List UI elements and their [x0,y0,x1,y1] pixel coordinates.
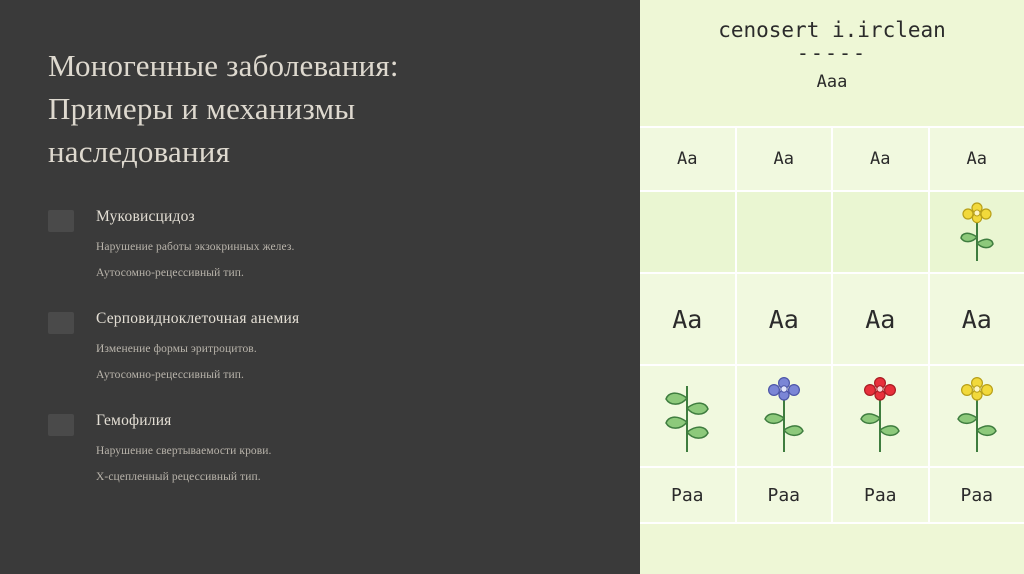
genotype-label: Aa [677,149,698,169]
grid-cell [640,468,737,522]
list-item-detail: Аутосомно-рецессивный тип. [96,369,244,381]
list-item-heading: Муковисцидоз [96,208,195,225]
grid-cell [640,192,737,272]
page-title [48,44,518,173]
list-item-detail: X-сцепленный рецессивный тип. [96,471,261,483]
grid-cell [930,274,1024,364]
flower-icon [950,374,1004,458]
grid-cell [640,128,737,190]
genotype-label: Aa [966,149,987,169]
disease-list [48,207,600,485]
grid-cell [833,192,930,272]
figure-title: cenosert i.irclean [718,18,946,42]
list-item-detail: Нарушение свертываемости крови. [96,445,272,457]
grid-cell [737,366,834,466]
genotype-label: Paa [863,484,897,506]
genotype-label: Aa [865,304,896,334]
square-bullet-icon [48,414,74,436]
square-bullet-icon [48,210,74,232]
flower-icon [757,374,811,458]
grid-cell [833,128,930,190]
grid-row [640,128,1024,192]
grid-row [640,274,1024,366]
list-item-heading: Серповидноклеточная анемия [96,310,300,327]
title-line-2: Примеры и механизмы [48,91,356,126]
grid-cell [737,468,834,522]
punnett-grid [640,126,1024,524]
flower-icon [853,374,907,458]
title-line-3: наследования [48,134,231,169]
list-item-detail: Нарушение работы экзокринных желез. [96,241,295,253]
grid-cell [930,468,1024,522]
figure-footer [640,524,1024,564]
grid-cell [833,366,930,466]
genotype-label: Aa [961,304,992,334]
genotype-label: Aa [672,304,703,334]
list-item [48,411,600,485]
figure-header [640,0,1024,126]
list-item-detail: Изменение формы эритроцитов. [96,343,257,355]
grid-cell [930,192,1024,272]
figure-divider: ----- [796,41,868,65]
grid-cell [640,274,737,364]
genetics-figure [640,0,1024,574]
genotype-label: Aa [768,304,799,334]
genotype-label: Paa [670,484,704,506]
list-item [48,309,600,383]
grid-row [640,468,1024,524]
square-bullet-icon [48,312,74,334]
grid-cell [737,192,834,272]
flower-icon [954,199,1000,265]
genotype-label: Paa [960,484,993,506]
title-line-1: Моногенные заболевания: [48,48,399,83]
grid-cell [737,274,834,364]
list-item-heading: Гемофилия [96,412,172,429]
figure-subtitle: Aaa [816,72,848,92]
flower-icon [660,374,714,458]
list-item-detail: Аутосомно-рецессивный тип. [96,267,244,279]
grid-row [640,192,1024,274]
grid-cell [930,128,1024,190]
grid-cell [737,128,834,190]
grid-cell [930,366,1024,466]
genotype-label: Aa [773,149,794,169]
grid-cell [833,468,930,522]
list-item [48,207,600,281]
grid-cell [833,274,930,364]
genotype-label: Aa [870,149,891,169]
grid-row [640,366,1024,468]
grid-cell [640,366,737,466]
genotype-label: Paa [767,484,800,506]
